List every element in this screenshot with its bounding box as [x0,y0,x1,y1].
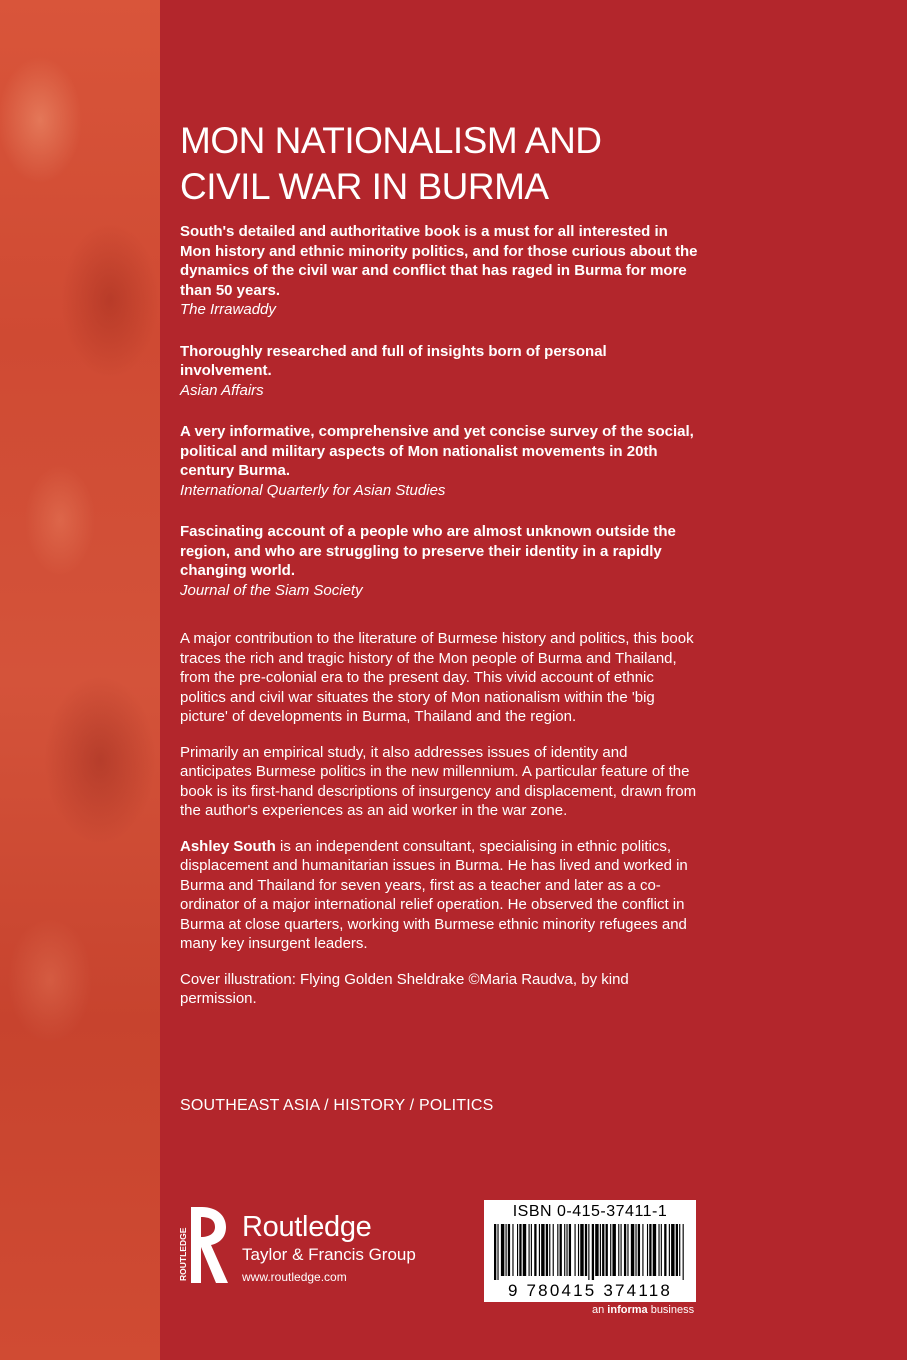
back-cover-content [180,222,700,1025]
informa-prefix: an [592,1304,608,1316]
barcode-bar [653,1224,656,1276]
barcode-bar [679,1224,680,1276]
barcode-bar [512,1224,513,1276]
barcode-bar [595,1224,598,1276]
routledge-logo-icon [180,1205,232,1285]
barcode-bar [501,1224,504,1276]
isbn-digits: 9 780415 374118 [507,1281,673,1300]
isbn-label: ISBN 0-415-37411-1 [512,1203,668,1220]
barcode-bar [519,1224,521,1276]
barcode-bar [560,1224,562,1276]
barcode-bar [529,1224,530,1276]
barcode-bar [578,1224,579,1276]
barcode-bar [564,1224,565,1276]
informa-suffix: business [647,1304,695,1316]
publisher-group: Taylor & Francis Group [242,1245,416,1264]
barcode-bar [642,1224,643,1276]
barcode-bar [592,1224,594,1280]
informa-tagline [592,1304,694,1316]
barcode-bar [566,1224,567,1276]
barcode-bar [569,1224,571,1276]
barcode-bar [588,1224,589,1280]
review-quote [180,342,700,401]
review-quote [180,222,700,320]
barcode-bar [557,1224,558,1276]
barcode-bar [508,1224,510,1276]
review-quote [180,522,700,600]
title-line-1: MON NATIONALISM AND [180,120,602,161]
description-paragraph: Primarily an empirical study, it also addresses issues of identity and anticipates Burmese politics in the new millennium. A particular feature of the book is its first-hand descriptions of insurgency and displacement, drawn from the author's experiences as an aid worker in the war zone. [180,743,697,819]
review-text: A very informative, comprehensive and yet concise survey of the social, political and military aspects of Mon nationalist movements in 20th century Burma. [180,423,694,479]
barcode-bar [602,1224,604,1276]
review-text: South's detailed and authoritative book is a must for all interested in Mon history and ethnic minority politics, and for those curious about the dynamics of the civil war and conflict that has raged in Burma for more than 50 years. [180,223,698,299]
barcode-bar [534,1224,536,1276]
description-paragraph: A major contribution to the literature of Burmese history and politics, this book traces the rich and tragic history of the Mon people of Burma and Thailand, from the pre-colonial era to the present day. This vivid account of ethnic politics and civil war situates the story of Mon nationalism within the 'big picture' of developments in Burma, Thailand and the region. [180,630,694,725]
review-text: Thoroughly researched and full of insights born of personal involvement. [180,342,607,379]
barcode-bar [676,1224,678,1276]
informa-brand: informa [607,1304,648,1316]
barcode-bar [606,1224,608,1276]
barcode-bar [585,1224,587,1276]
barcode-bar [506,1224,507,1276]
publisher-url: www.routledge.com [242,1270,347,1284]
barcode-bar [549,1224,550,1276]
barcode-bar [541,1224,544,1276]
barcode-bar [494,1224,496,1280]
barcode-bar [671,1224,674,1276]
barcode-bar [546,1224,548,1276]
barcode-bar [627,1224,628,1276]
review-source: Asian Affairs [180,381,264,399]
barcode-bar [635,1224,636,1276]
review-source: International Quarterly for Asian Studies [180,481,446,499]
title-line-2: CIVIL WAR IN BURMA [180,166,549,207]
barcode-bar [575,1224,576,1276]
barcode-bar [669,1224,670,1276]
publisher-name: Routledge [242,1211,372,1243]
barcode-icon [492,1224,688,1280]
barcode-bar [649,1224,651,1276]
barcode-bar [647,1224,648,1276]
barcode-bar [621,1224,622,1276]
author-bio-text: is an independent consultant, specialising in ethnic politics, displacement and humanitarian issues in Burma. He has lived and worked in Burma and Thailand for seven years, first as a teacher and later as a co-ordinator of a major international relief operation. He observed the conflict in Burma at close quarters, working with Burmese ethnic minority refugees and many key insurgent leaders. [180,837,688,952]
barcode-bar [612,1224,615,1276]
barcode-bar [539,1224,540,1276]
review-text: Fascinating account of a people who are almost unknown outside the region, and who are struggling to preserve their identity in a rapidly changing world. [180,523,676,579]
barcode-bar [661,1224,662,1276]
barcode-bar [517,1224,518,1276]
barcode-bar [664,1224,666,1276]
isbn-barcode-box [484,1200,696,1302]
publisher-block [180,1205,440,1295]
author-name: Ashley South [180,837,276,855]
review-source: The Irrawaddy [180,301,276,318]
barcode-bar [683,1224,684,1280]
barcode-bar [658,1224,659,1276]
barcode-bar [580,1224,583,1276]
book-title [180,118,740,210]
barcode-bar [553,1224,554,1276]
barcode-bar [600,1224,601,1276]
barcode-bar [523,1224,526,1276]
barcode-bar [618,1224,619,1276]
review-quote [180,422,700,500]
barcode-bar [631,1224,634,1276]
cover-credit: Cover illustration: Flying Golden Sheldrake ©Maria Raudva, by kind permission. [180,970,629,1007]
barcode-bar [531,1224,532,1276]
logo-vertical-text: ROUTLEDGE [178,1227,188,1281]
cover-art-strip [0,0,160,1360]
barcode-bar [624,1224,626,1276]
subject-category: SOUTHEAST ASIA / HISTORY / POLITICS [180,1097,494,1114]
barcode-bar [638,1224,640,1276]
barcode-bar [497,1224,498,1280]
author-bio [180,837,700,954]
review-source: Journal of the Siam Society [180,581,363,599]
barcode-bar [610,1224,611,1276]
